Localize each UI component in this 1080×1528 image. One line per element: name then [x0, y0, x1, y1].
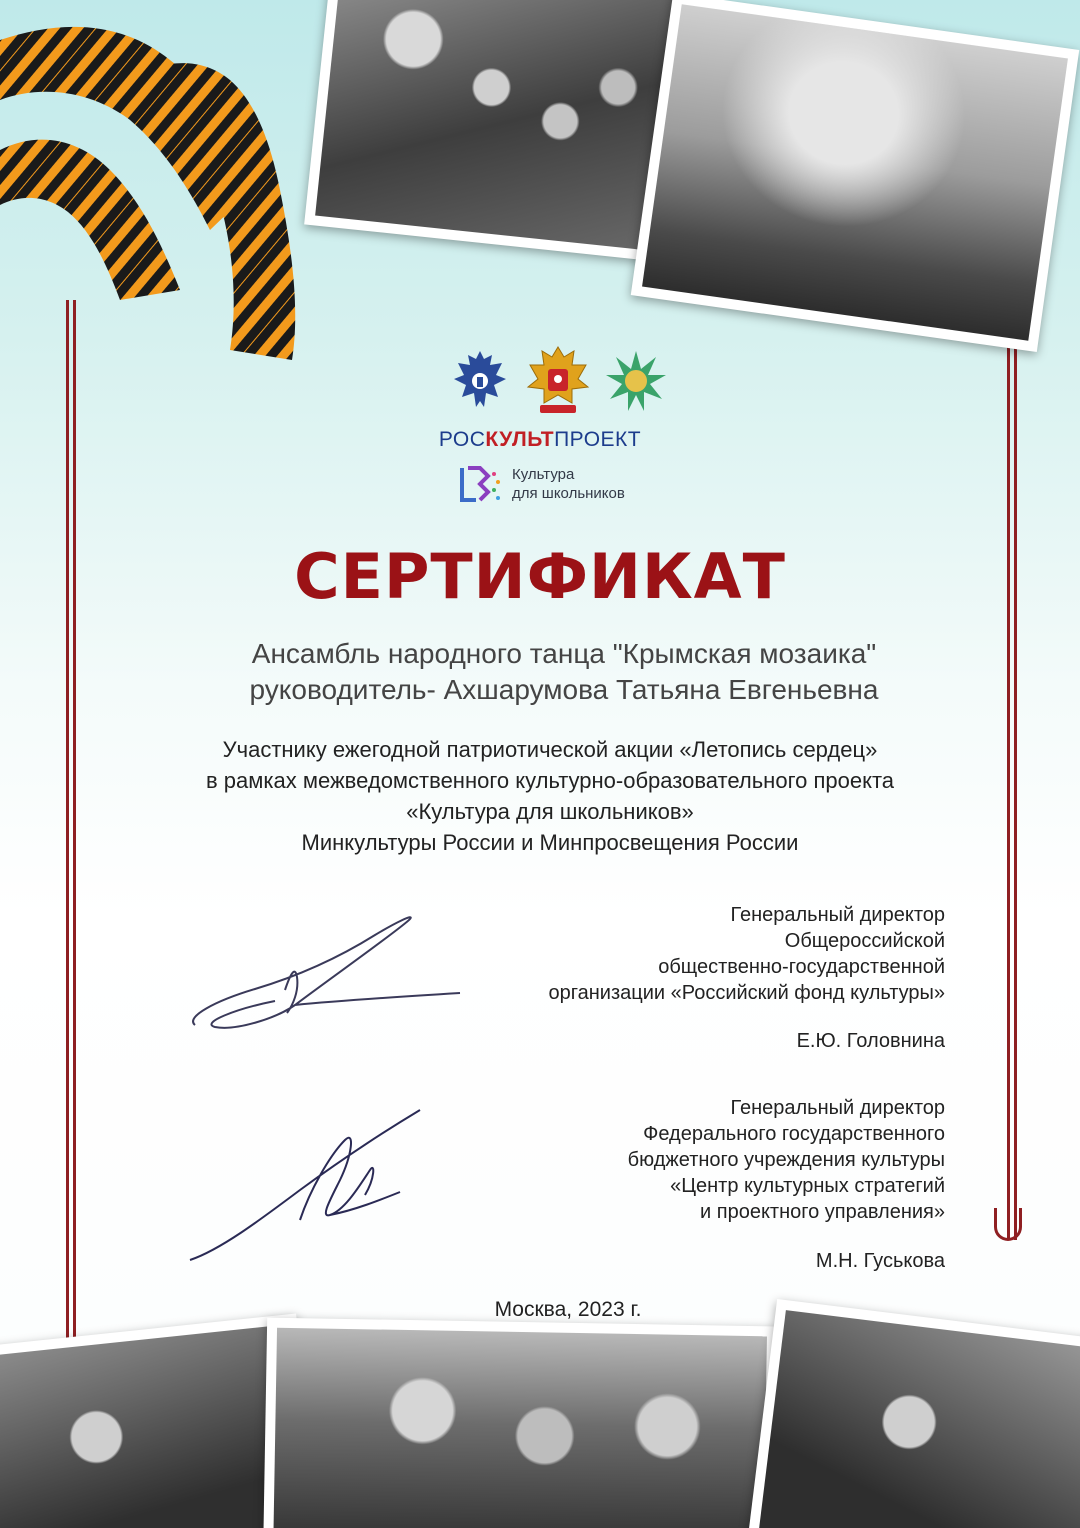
- st-george-ribbon-image: [0, 0, 300, 370]
- photo-monument-sailors: [631, 0, 1079, 352]
- kds-line1: Культура: [512, 466, 575, 483]
- logo-part-ros: РОС: [438, 428, 486, 451]
- signatory-1-line: общественно-государственной: [658, 956, 945, 978]
- photo-crowd-celebration: [263, 1318, 777, 1528]
- recipient: [0, 636, 1080, 708]
- signatory-1-line: Общероссийской: [784, 930, 945, 952]
- minprosv-eagle-emblem: [526, 345, 590, 417]
- signatory-1-line: Генеральный директор: [730, 904, 945, 926]
- recipient-line1: Ансамбль народного танца "Крымская мозаика": [251, 638, 877, 669]
- signatory-2-title: [628, 1095, 945, 1225]
- frame-hook: [994, 1208, 1022, 1241]
- signatory-1-title: [549, 902, 945, 1006]
- description-line: Участнику ежегодной патриотической акции «Летопись сердец»: [222, 737, 878, 762]
- certificate-title: СЕРТИФИКАТ: [294, 540, 786, 613]
- description-line: «Культура для школьников»: [406, 799, 694, 824]
- signature-2-image: [180, 1100, 460, 1270]
- roskultproekt-logo: [0, 428, 1080, 452]
- signatory-2-line: «Центр культурных стратегий: [670, 1175, 945, 1197]
- kds-icon: [458, 464, 502, 504]
- signatory-2-name: М.Н. Гуськова: [815, 1250, 945, 1272]
- signatory-1-line: организации «Российский фонд культуры»: [548, 982, 945, 1004]
- fund-star-emblem: [604, 345, 668, 417]
- signatory-2-line: Федерального государственного: [643, 1123, 945, 1145]
- recipient-line2: руководитель- Ахшарумова Татьяна Евгеньевна: [249, 674, 879, 705]
- description: [0, 734, 1080, 858]
- emblems-row: [448, 345, 668, 417]
- signatory-2-line: бюджетного учреждения культуры: [627, 1149, 945, 1171]
- frame-rail-right-outer: [1007, 220, 1010, 1240]
- description-line: Минкультуры России и Минпросвещения России: [301, 830, 799, 855]
- kultura-dlya-shkolnikov-logo: [458, 464, 625, 504]
- frame-rail-right-inner: [1014, 220, 1017, 1240]
- minkult-eagle-emblem: [448, 345, 512, 417]
- signatory-2-line: Генеральный директор: [730, 1097, 945, 1119]
- logo-part-kult: КУЛЬТ: [485, 428, 555, 451]
- description-line: в рамках межведомственного культурно-образовательного проекта: [205, 768, 895, 793]
- photo-soldier-with-child: [745, 1299, 1080, 1528]
- signature-1-image: [175, 905, 475, 1045]
- logo-part-proekt: ПРОЕКТ: [554, 428, 642, 451]
- signatory-2-line: и проектного управления»: [700, 1201, 945, 1223]
- signatory-1-name: Е.Ю. Головнина: [796, 1030, 945, 1052]
- kds-line2: для школьников: [512, 485, 625, 502]
- city-year: Москва, 2023 г.: [494, 1298, 642, 1321]
